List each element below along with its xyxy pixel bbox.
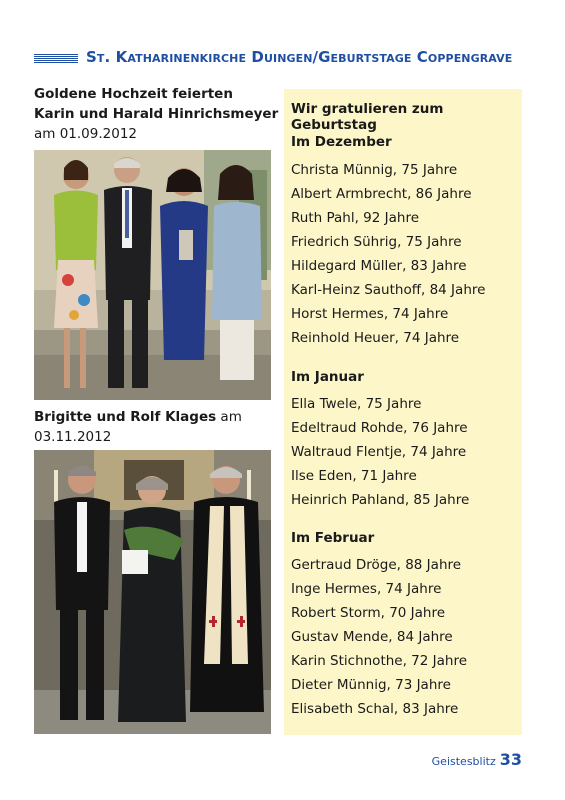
birthday-entry: Albert Armbrecht, 86 Jahre: [291, 186, 472, 202]
birthday-entry: Ilse Eden, 71 Jahre: [291, 468, 417, 484]
caption1-line2: Karin und Harald Hinrichsmeyer: [34, 106, 279, 122]
birthday-headline: Wir gratulieren zum Geburtstag: [291, 101, 444, 133]
birthday-entry: Karin Stichnothe, 72 Jahre: [291, 653, 468, 669]
photo2-caption: [34, 407, 279, 447]
birthday-entry: Ella Twele, 75 Jahre: [291, 396, 422, 412]
birthday-entry: Edeltraud Rohde, 76 Jahre: [291, 420, 468, 436]
page-header: [34, 42, 534, 72]
caption1-line1: Goldene Hochzeit feierten: [34, 86, 233, 102]
month-heading-december: Im Dezember: [291, 134, 392, 150]
birthday-entry: Friedrich Sührig, 75 Jahre: [291, 234, 462, 250]
header-rule-decoration: [34, 54, 78, 63]
page-number: 33: [499, 750, 522, 769]
page-footer: [432, 750, 522, 769]
month-heading-january: Im Januar: [291, 369, 364, 385]
birthday-entry: Horst Hermes, 74 Jahre: [291, 306, 449, 322]
birthday-entry: Elisabeth Schal, 83 Jahre: [291, 701, 459, 717]
birthday-entry: Heinrich Pahland, 85 Jahre: [291, 492, 470, 508]
caption2-suffix: am: [216, 409, 242, 425]
birthday-entry: Ruth Pahl, 92 Jahre: [291, 210, 420, 226]
page-title: St. Katharinenkirche Duingen/Geburtstage Coppengrave: [86, 48, 513, 66]
birthday-entry: Reinhold Heuer, 74 Jahre: [291, 330, 460, 346]
magazine-name: Geistesblitz: [431, 755, 496, 768]
photo-klages-church: [34, 450, 271, 734]
birthday-entry: Inge Hermes, 74 Jahre: [291, 581, 442, 597]
caption2-date: 03.11.2012: [34, 429, 112, 445]
caption1-line3: am 01.09.2012: [34, 126, 138, 142]
birthday-entry: Gustav Mende, 84 Jahre: [291, 629, 453, 645]
photo1-caption: [34, 84, 279, 144]
photo-golden-wedding: [34, 150, 271, 400]
month-heading-february: Im Februar: [291, 530, 375, 546]
birthday-entry: Hildegard Müller, 83 Jahre: [291, 258, 467, 274]
birthday-entry: Gertraud Dröge, 88 Jahre: [291, 557, 462, 573]
birthday-entry: Dieter Münnig, 73 Jahre: [291, 677, 451, 693]
birthday-entry: Waltraud Flentje, 74 Jahre: [291, 444, 467, 460]
birthday-entry: Robert Storm, 70 Jahre: [291, 605, 446, 621]
birthday-entry: Karl-Heinz Sauthoff, 84 Jahre: [291, 282, 486, 298]
birthday-entry: Christa Münnig, 75 Jahre: [291, 162, 458, 178]
birthday-box: [284, 89, 522, 735]
caption2-names: Brigitte und Rolf Klages: [34, 409, 217, 425]
